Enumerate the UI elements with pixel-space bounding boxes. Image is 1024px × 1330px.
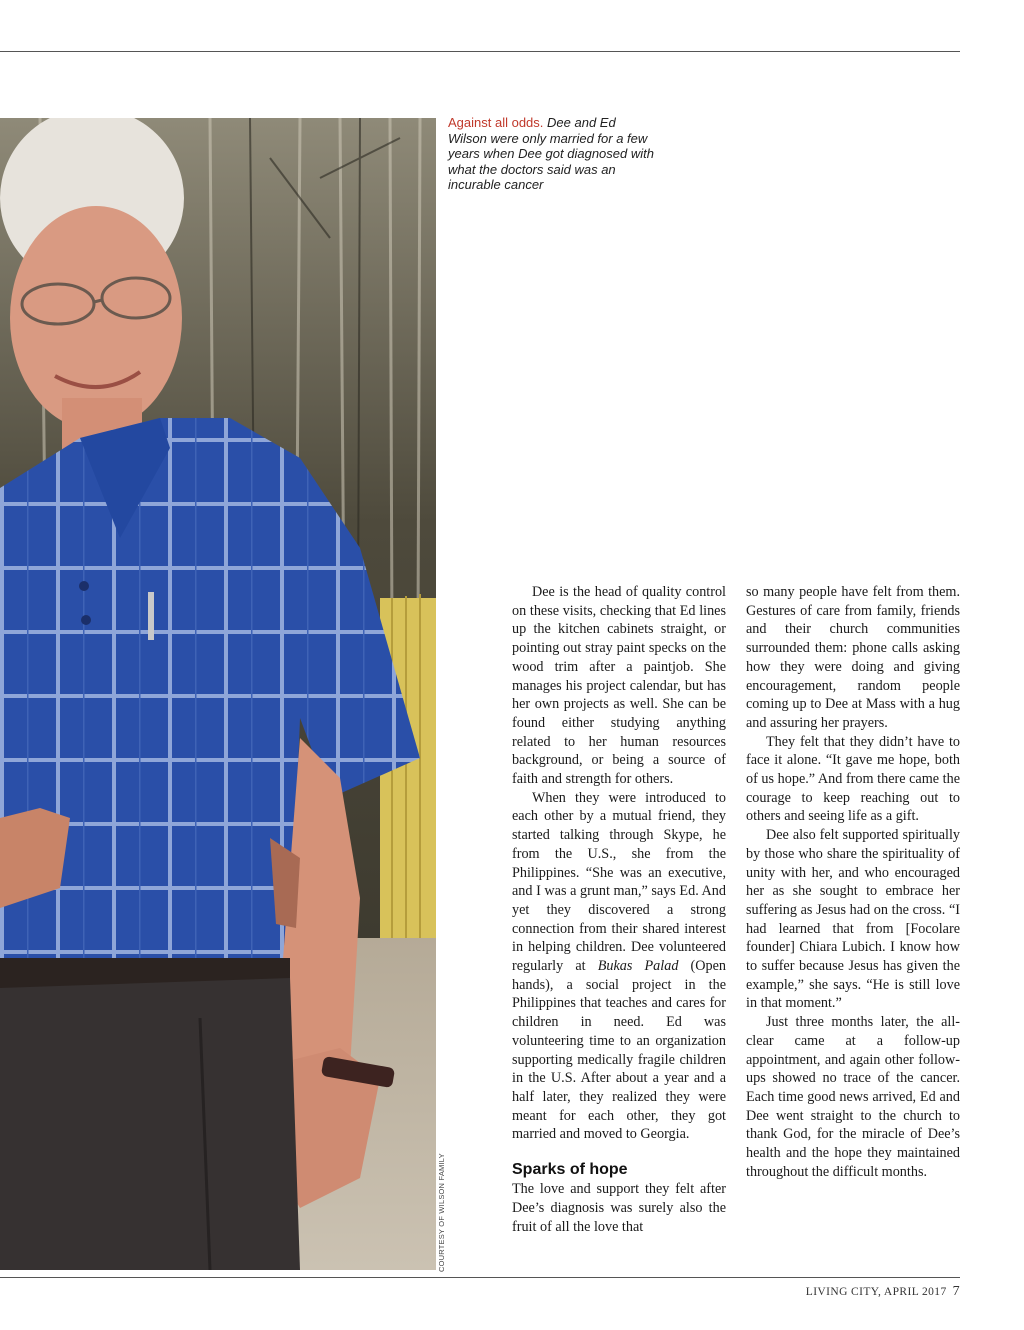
photo-ed-wilson: [0, 118, 436, 1270]
photo-credit-text: COURTESY OF WILSON FAMILY: [437, 1153, 446, 1272]
photo-credit: [437, 1153, 449, 1272]
top-rule: [0, 51, 960, 52]
page-number: 7: [952, 1284, 960, 1299]
folio-publication: LIVING CITY, APRIL 2017: [805, 1286, 947, 1298]
bottom-rule: [0, 1277, 960, 1278]
paragraph-italic: Bukas Palad: [597, 958, 679, 975]
paragraph: [512, 789, 726, 1144]
subhead: Sparks of hope: [512, 1161, 628, 1179]
paragraph: Dee is the head of quality control on these visits, checking that Ed lines up the kitchen cabinets straight, or pointing out stray paint specks on the wood trim after a paintjob. She manages his project calendar, but has her own projects as well. She can be found either studying anything related to her human resources background, or being a source of faith and strength for others.: [512, 584, 726, 788]
paragraph: so many people have felt from them. Gestures of care from family, friends and their church communities surrounded them: phone calls asking how they were doing and giving encouragement, random people coming up to Dee at Mass with a hug and assuring her prayers.: [746, 584, 960, 731]
photo-caption: [448, 115, 658, 193]
paragraph: Dee also felt supported spiritually by those who share the spirituality of unity with her, and who encouraged her as she sought to embrace her suffering as Jesus had on the cross. “I had learned that from [Focolare founder] Chiara Lubich. I know how to suffer because Jesus has given the example,” she says. “He is still love in that moment.”: [746, 827, 960, 1012]
photo-illustration: [0, 118, 436, 1270]
caption-lead: Against all odds.: [448, 115, 544, 130]
paragraph: The love and support they felt after Dee’s diagnosis was surely also the fruit of all the love that: [512, 1181, 726, 1235]
caption-body: Dee and Ed Wilson were only married for a few years when Dee got diagnosed with what the doctors said was an incurable cancer: [448, 115, 654, 192]
paragraph-text: (Open hands), a social project in the Philippines that teaches and cares for children in need. Ed was volunteering time to an organization supporting medically fragile children in the U.S. After about a year and a half later, they realized they were meant for each other, they got married and moved to Georgia.: [512, 958, 727, 1143]
paragraph: They felt that they didn’t have to face it alone. “It gave me hope, both of us hope.” And from there came the courage to keep reaching out to others and seeing life as a gift.: [746, 733, 960, 825]
paragraph: Just three months later, the all-clear came at a follow-up appointment, and again other follow-ups showed no trace of the cancer. Each time good news arrived, Ed and Dee went straight to the church to thank God, for the miracle of Dee’s health and the hope they maintained throughout the difficult months.: [746, 1014, 960, 1180]
paragraph-text: When they were introduced to each other by a mutual friend, they started talking through Skype, he from the U.S., she from the Philippines. “She was an executive, and I was a grunt man,” says Ed. And yet they discovered a strong connection from their shared interest in helping children. Dee volunteered regularly at: [512, 789, 726, 975]
article-column-1: [512, 583, 726, 1236]
page-folio: [806, 1284, 960, 1300]
article-column-2: [746, 583, 960, 1182]
